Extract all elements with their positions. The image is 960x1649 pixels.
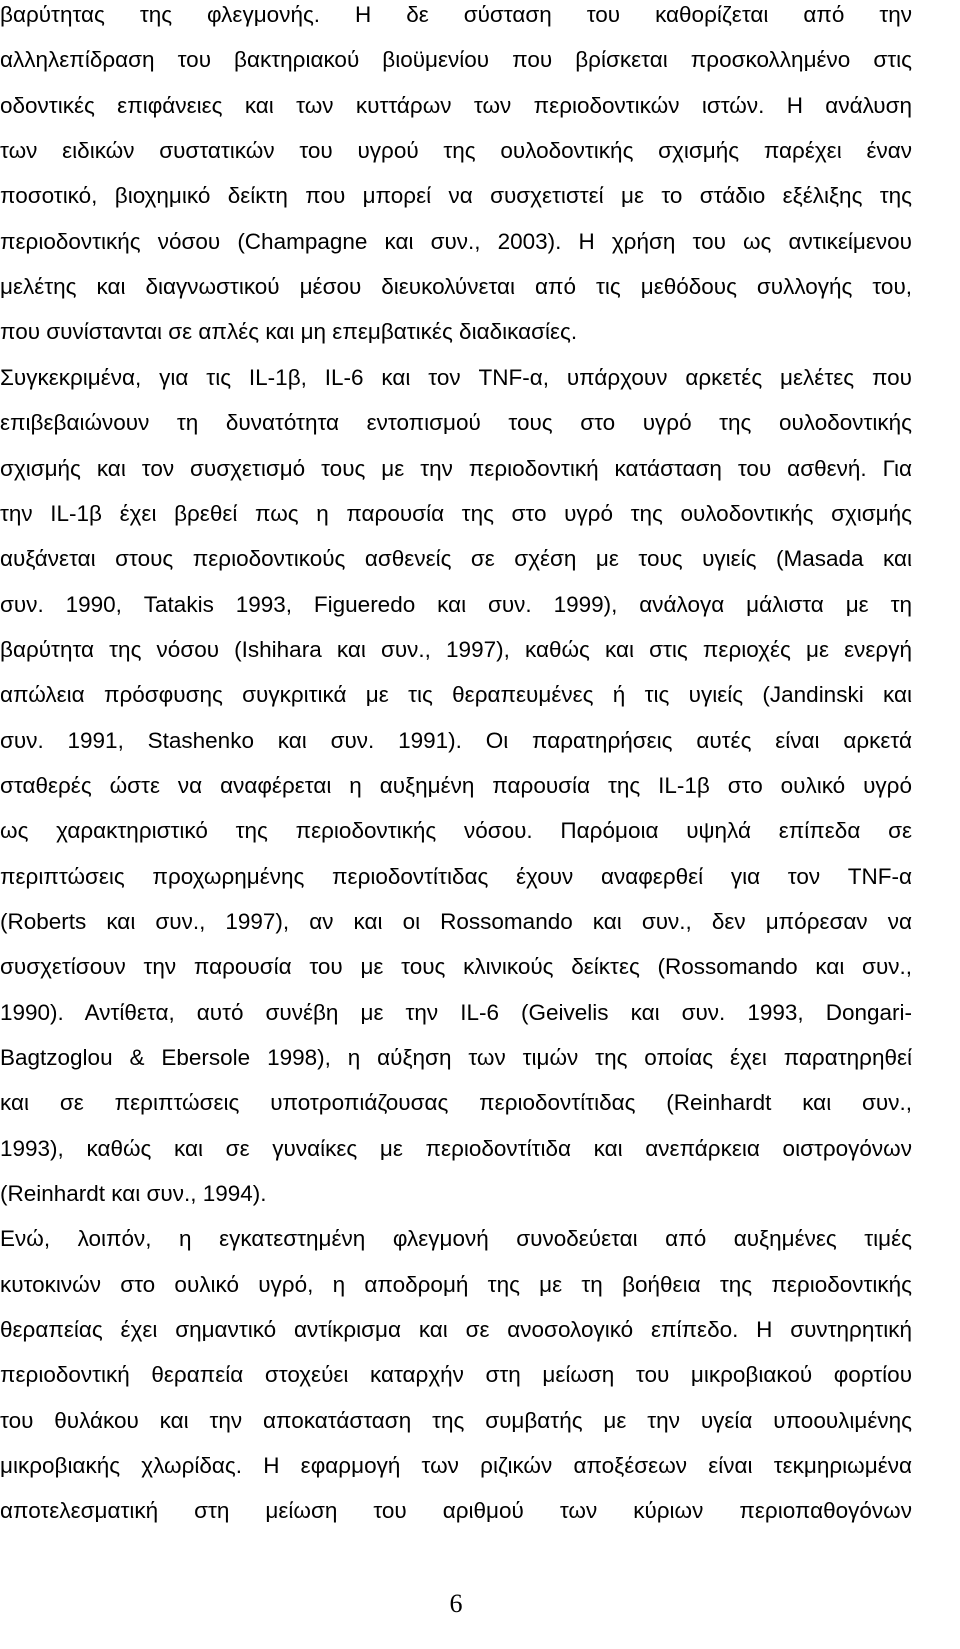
text-line: αλληλεπίδραση του βακτηριακού βιοϋμενίου που βρίσκεται προσκολλημένο στις xyxy=(0,47,912,72)
text-line: συσχετίσουν την παρουσία του με τους κλινικούς δείκτες (Rossomando και συν., xyxy=(0,954,912,979)
text-line: απώλεια πρόσφυσης συγκριτικά με τις θεραπευμένες ή τις υγιείς (Jandinski και xyxy=(0,682,912,707)
text-line: αυξάνεται στους περιοδοντικούς ασθενείς σε σχέση με τους υγιείς (Masada και xyxy=(0,546,912,571)
text-line: (Reinhardt και συν., 1994). xyxy=(0,1181,267,1206)
text-line: Συγκεκριμένα, για τις IL-1β, IL-6 και τον TNF-α, υπάρχουν αρκετές μελέτες που xyxy=(0,365,912,390)
text-line: επιβεβαιώνουν τη δυνατότητα εντοπισμού τους στο υγρό της ουλοδοντικής xyxy=(0,410,912,435)
text-line: ποσοτικό, βιοχημικό δείκτη που μπορεί να συσχετιστεί με το στάδιο εξέλιξης της xyxy=(0,183,912,208)
text-line: συν. 1990, Tatakis 1993, Figueredo και συν. 1999), ανάλογα μάλιστα με τη xyxy=(0,592,912,617)
text-line: την IL-1β έχει βρεθεί πως η παρουσία της στο υγρό της ουλοδοντικής σχισμής xyxy=(0,501,912,526)
text-line: περιοδοντική θεραπεία στοχεύει καταρχήν στη μείωση του μικροβιακού φορτίου xyxy=(0,1362,912,1387)
page-number: 6 xyxy=(449,1589,463,1618)
text-line: 1990). Αντίθετα, αυτό συνέβη με την IL-6 (Geivelis και συν. 1993, Dongari- xyxy=(0,1000,912,1025)
text-line: μικροβιακής χλωρίδας. Η εφαρμογή των ριζικών αποξέσεων είναι τεκμηριωμένα xyxy=(0,1453,912,1478)
text-line: Ενώ, λοιπόν, η εγκατεστημένη φλεγμονή συνοδεύεται από αυξημένες τιμές xyxy=(0,1226,912,1251)
text-line: μελέτης και διαγνωστικού μέσου διευκολύνεται από τις μεθόδους συλλογής του, xyxy=(0,274,912,299)
text-line: και σε περιπτώσεις υποτροπιάζουσας περιοδοντίτιδας (Reinhardt και συν., xyxy=(0,1090,912,1115)
text-line: κυτοκινών στο ουλικό υγρό, η αποδρομή της με τη βοήθεια της περιοδοντικής xyxy=(0,1272,912,1297)
text-line: που συνίστανται σε απλές και μη επεμβατικές διαδικασίες. xyxy=(0,319,578,344)
text-line: του θυλάκου και την αποκατάσταση της συμβατής με την υγεία υποουλιμένης xyxy=(0,1408,912,1433)
text-line: περιπτώσεις προχωρημένης περιοδοντίτιδας έχουν αναφερθεί για τον TNF-α xyxy=(0,864,912,889)
text-line: Bagtzoglou & Ebersole 1998), η αύξηση των τιμών της οποίας έχει παρατηρηθεί xyxy=(0,1045,912,1070)
text-line: των ειδικών συστατικών του υγρού της ουλοδοντικής σχισμής παρέχει έναν xyxy=(0,138,912,163)
text-line: 1993), καθώς και σε γυναίκες με περιοδοντίτιδα και ανεπάρκεια οιστρογόνων xyxy=(0,1136,912,1161)
text-line: αποτελεσματική στη μείωση του αριθμού των κύριων περιοπαθογόνων xyxy=(0,1498,912,1523)
text-line: συν. 1991, Stashenko και συν. 1991). Οι παρατηρήσεις αυτές είναι αρκετά xyxy=(0,728,912,753)
text-line: σταθερές ώστε να αναφέρεται η αυξημένη παρουσία της IL-1β στο ουλικό υγρό xyxy=(0,773,912,798)
text-line: θεραπείας έχει σημαντικό αντίκρισμα και σε ανοσολογικό επίπεδο. Η συντηρητική xyxy=(0,1317,912,1342)
text-line: περιοδοντικής νόσου (Champagne και συν., 2003). Η χρήση του ως αντικείμενου xyxy=(0,229,912,254)
text-line: οδοντικές επιφάνειες και των κυττάρων των περιοδοντικών ιστών. Η ανάλυση xyxy=(0,93,912,118)
text-line: σχισμής και τον συσχετισμό τους με την περιοδοντική κατάσταση του ασθενή. Για xyxy=(0,456,912,481)
text-line: ως χαρακτηριστικό της περιοδοντικής νόσου. Παρόμοια υψηλά επίπεδα σε xyxy=(0,818,912,843)
text-line: βαρύτητα της νόσου (Ishihara και συν., 1997), καθώς και στις περιοχές με ενεργή xyxy=(0,637,912,662)
text-line: βαρύτητας της φλεγμονής. Η δε σύσταση του καθορίζεται από την xyxy=(0,2,912,27)
text-line: (Roberts και συν., 1997), αν και οι Rossomando και συν., δεν μπόρεσαν να xyxy=(0,909,912,934)
